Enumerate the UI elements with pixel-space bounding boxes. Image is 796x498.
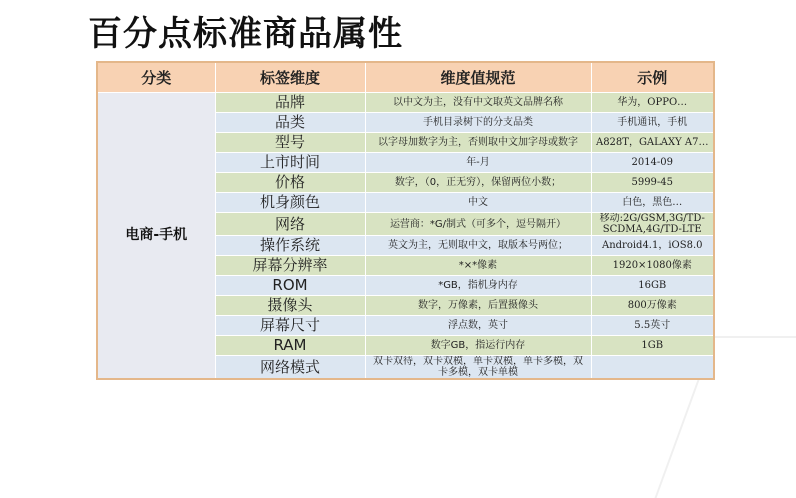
- dimension-cell: 屏幕尺寸: [215, 316, 365, 336]
- dimension-cell: 品牌: [215, 93, 365, 113]
- dimension-cell: 网络模式: [215, 356, 365, 380]
- dimension-cell: 型号: [215, 133, 365, 153]
- dimension-cell: 品类: [215, 113, 365, 133]
- rule-cell: 运营商：*G/制式（可多个，逗号隔开）: [365, 213, 591, 236]
- dimension-cell: ROM: [215, 276, 365, 296]
- header-category: 分类: [97, 62, 215, 93]
- rule-cell: 英文为主，无则取中文，取版本号两位；: [365, 236, 591, 256]
- example-cell: 16GB: [591, 276, 714, 296]
- example-cell: 5.5英寸: [591, 316, 714, 336]
- rule-cell: 年-月: [365, 153, 591, 173]
- example-cell: 2014-09: [591, 153, 714, 173]
- header-dimension: 标签维度: [215, 62, 365, 93]
- example-cell: 1920×1080像素: [591, 256, 714, 276]
- rule-cell: 以中文为主，没有中文取英文品牌名称: [365, 93, 591, 113]
- dimension-cell: RAM: [215, 336, 365, 356]
- rule-cell: 数字，（0，正无穷），保留两位小数；: [365, 173, 591, 193]
- example-cell: Android4.1，iOS8.0: [591, 236, 714, 256]
- rule-cell: *GB，指机身内存: [365, 276, 591, 296]
- dimension-cell: 网络: [215, 213, 365, 236]
- dimension-cell: 屏幕分辨率: [215, 256, 365, 276]
- rule-cell: 浮点数，英寸: [365, 316, 591, 336]
- table-row: [97, 93, 714, 113]
- rule-cell: 双卡双待，双卡双模，单卡双模，单卡多模，双卡多模，双卡单模: [365, 356, 591, 380]
- rule-cell: *×*像素: [365, 256, 591, 276]
- category-cell: 电商-手机: [97, 93, 215, 380]
- dimension-cell: 操作系统: [215, 236, 365, 256]
- rule-cell: 数字，万像素，后置摄像头: [365, 296, 591, 316]
- example-cell: 5999-45: [591, 173, 714, 193]
- dimension-cell: 价格: [215, 173, 365, 193]
- example-cell: [591, 356, 714, 380]
- example-cell: 手机通讯，手机: [591, 113, 714, 133]
- dimension-cell: 上市时间: [215, 153, 365, 173]
- rule-cell: 数字GB，指运行内存: [365, 336, 591, 356]
- dimension-cell: 机身颜色: [215, 193, 365, 213]
- dimension-cell: 摄像头: [215, 296, 365, 316]
- example-cell: 1GB: [591, 336, 714, 356]
- table-header-row: [97, 62, 714, 93]
- header-rule: 维度值规范: [365, 62, 591, 93]
- example-cell: A828T，GALAXY A7…: [591, 133, 714, 153]
- example-cell: 白色，黑色…: [591, 193, 714, 213]
- attribute-table: [96, 61, 715, 380]
- example-cell: 移动:2G/GSM,3G/TD-SCDMA,4G/TD-LTE: [591, 213, 714, 236]
- page-title: 百分点标准商品属性: [88, 14, 403, 54]
- header-example: 示例: [591, 62, 714, 93]
- example-cell: 800万像素: [591, 296, 714, 316]
- rule-cell: 以字母加数字为主，否则取中文加字母或数字: [365, 133, 591, 153]
- rule-cell: 手机目录树下的分支品类: [365, 113, 591, 133]
- rule-cell: 中文: [365, 193, 591, 213]
- example-cell: 华为，OPPO…: [591, 93, 714, 113]
